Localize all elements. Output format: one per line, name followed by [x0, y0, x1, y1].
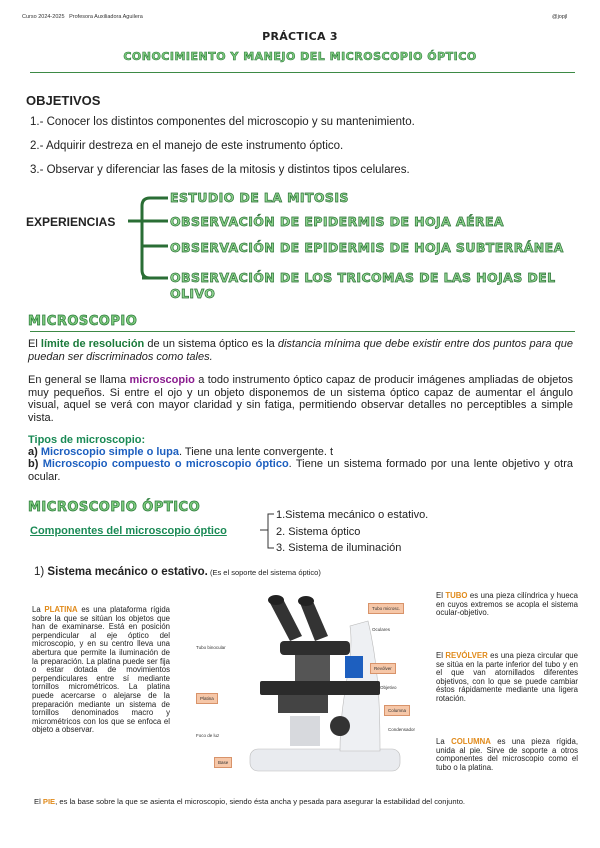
- label-objetivo: Objetivo: [380, 685, 397, 690]
- label-tubo: Tubo microsc.: [368, 603, 404, 614]
- experiences-label: EXPERIENCIAS: [26, 215, 116, 229]
- experience-item: OLIVO: [170, 286, 216, 301]
- practice-subtitle: CONOCIMIENTO Y MANEJO DEL MICROSCOPIO ÓPTICO: [123, 50, 477, 63]
- component-item: 3. Sistema de iluminación: [276, 542, 402, 554]
- resolution-paragraph: El límite de resolución de un sistema óptico es la distancia mínima que debe existir entre dos puntos para que puedan ser discriminados como tales.: [28, 338, 573, 363]
- objective-item: 3.- Observar y diferenciar las fases de la mitosis y distintos tipos celulares.: [30, 164, 410, 176]
- label-base: Base: [214, 757, 232, 768]
- platina-paragraph: La PLATINA es una plataforma rígida sobre la que se sitúan los objetos que han de examinarse. Está en posición perpendicular al eje óptico del microscopio, y en su centro lleva una abertura que permite la iluminación de la preparación. La platina puede ser fija o estar dotada de movimientos perpendiculares entre sí mediante tornillos micrométricos. La platina puede acercarse o alejarse de la preparación mediante un sistema de tornillos denominados macro y micrométricos con los que se enfoca el objeto a observar.: [32, 605, 171, 735]
- label-foco: Foco de luz: [196, 733, 220, 738]
- section-divider: [30, 331, 575, 332]
- type-b: b) Microscopio compuesto o microscopio óptico. Tiene un sistema formado por una lente objetivo y otra ocular.: [28, 458, 573, 483]
- label-columna: Columna: [384, 705, 410, 716]
- experience-item: ESTUDIO DE LA MITOSIS: [170, 190, 349, 205]
- types-heading: Tipos de microscopio:: [28, 434, 146, 446]
- columna-paragraph: La COLUMNA es una pieza rígida, unida al pie. Sirve de soporte a otros componentes del microscopio como el tubo o la platina.: [436, 737, 579, 772]
- pie-paragraph: El PIE, es la base sobre la que se asienta el microscopio, siendo ésta ancha y pesada para asegurar la estabilidad del conjunto.: [34, 797, 466, 806]
- definition-paragraph: En general se llama microscopio a todo instrumento óptico capaz de producir imágenes ampliadas de objetos muy pequeños. Si entre el ojo y un objeto disponemos de un sistema óptico capaz de aumentar el ángulo visual, aquel se verá con mayor claridad y sin fatiga, permitiendo observar detalles no perceptibles a simple vista.: [28, 374, 574, 424]
- handle-label: @jopjl: [552, 14, 568, 20]
- label-tubo-binocular: Tubo binocular: [196, 645, 226, 650]
- practice-title: PRÁCTICA 3: [262, 30, 338, 43]
- label-oculares: Oculares: [372, 627, 391, 632]
- course-label: Curso 2024-2025 Profesora Auxiliadora Aguilera: [22, 14, 143, 20]
- components-label: Componentes del microscopio óptico: [30, 525, 227, 537]
- experience-item: OBSERVACIÓN DE LOS TRICOMAS DE LAS HOJAS DEL: [170, 270, 556, 285]
- revolver-paragraph: El REVÓLVER es una pieza circular que se sitúa en la parte inferior del tubo y en el que van atornillados diferentes objetivos, con lo que se puede cambiar éstos rápidamente mediante una ligera rotación.: [436, 651, 578, 703]
- microscopio-heading: MICROSCOPIO: [28, 314, 138, 329]
- microscope-photo: [190, 581, 430, 777]
- section-mechanical: 1) Sistema mecánico o estativo. (Es el soporte del sistema óptico): [34, 566, 321, 578]
- label-revolver: Revólver: [370, 663, 396, 674]
- components-bracket: [258, 510, 276, 552]
- optico-heading: MICROSCOPIO ÓPTICO: [28, 500, 201, 515]
- type-a: a) Microscopio simple o lupa. Tiene una lente convergente. t: [28, 446, 334, 458]
- label-condensador: Condensador: [388, 727, 416, 732]
- label-platina: Platina: [196, 693, 218, 704]
- component-item: 1.Sistema mecánico o estativo.: [276, 509, 429, 521]
- experience-item: OBSERVACIÓN DE EPIDERMIS DE HOJA AÉREA: [170, 214, 504, 229]
- objectives-heading: OBJETIVOS: [26, 93, 101, 108]
- experience-item: OBSERVACIÓN DE EPIDERMIS DE HOJA SUBTERRÁNEA: [170, 240, 564, 255]
- title-divider: [30, 72, 575, 73]
- objective-item: 2.- Adquirir destreza en el manejo de este instrumento óptico.: [30, 140, 344, 152]
- experiences-bracket: [128, 190, 173, 285]
- tubo-paragraph: El TUBO es una pieza cilíndrica y hueca en cuyos extremos se acopla el sistema ocular-objetivo.: [436, 591, 578, 618]
- component-item: 2. Sistema óptico: [276, 526, 361, 538]
- objective-item: 1.- Conocer los distintos componentes del microscopio y su mantenimiento.: [30, 116, 415, 128]
